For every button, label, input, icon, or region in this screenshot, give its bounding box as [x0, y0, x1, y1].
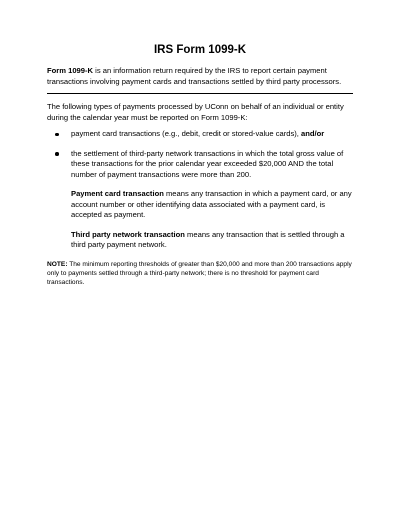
intro-text: is an information return required by the IRS to report certain payment transactions involving payment cards and transactions settled by third party processors.	[47, 66, 342, 86]
note-text: The minimum reporting thresholds of greater than $20,000 and more than 200 transactions apply only to payments settled through a third-party network; there is no threshold for payment card transactions.	[47, 260, 352, 286]
intro-paragraph	[47, 66, 353, 87]
definition-term: Payment card transaction	[71, 189, 164, 198]
horizontal-divider	[47, 93, 353, 94]
list-item-emphasis: and/or	[301, 129, 325, 138]
list-item	[47, 149, 353, 181]
list-item	[47, 129, 353, 140]
bullet-icon	[55, 133, 59, 137]
note-label: NOTE:	[47, 260, 68, 268]
definition-term: Third party network transaction	[71, 229, 185, 239]
definition-payment-card	[71, 189, 353, 221]
page-title: IRS Form 1099-K	[153, 44, 247, 56]
document-page	[47, 44, 353, 287]
definition-third-party	[71, 230, 353, 251]
note-paragraph	[47, 260, 353, 287]
payment-types-list	[47, 129, 353, 180]
lead-paragraph: The following types of payments processed by UConn on behalf of an individual or entity during the calendar year must be reported on Form 1099-K:	[47, 102, 344, 122]
bullet-icon	[55, 152, 59, 156]
intro-term: Form 1099-K	[47, 66, 94, 75]
definition-text: means any transaction that is settled through a third party payment network.	[71, 229, 345, 249]
list-item-text: the settlement of third-party network transactions in which the total gross value of these transactions for the prior calendar year exceeded $20,000 AND the total number of payment transactions were more than 200.	[71, 148, 344, 179]
definition-text: means any transaction in which a payment card, or any account number or other identifying data associated with a payment card, is accepted as payment.	[71, 189, 352, 219]
list-item-text: payment card transactions (e.g., debit, credit or stored-value cards),	[71, 129, 302, 138]
